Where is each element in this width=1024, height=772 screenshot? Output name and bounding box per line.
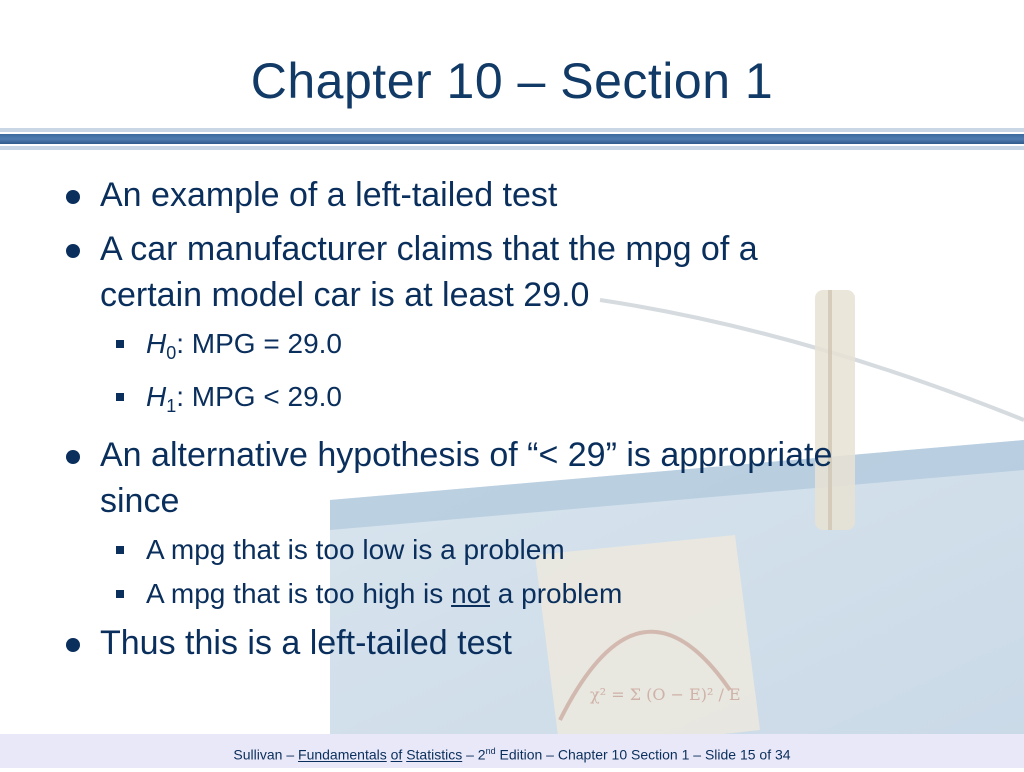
square-bullet-icon xyxy=(116,340,124,348)
slide-footer xyxy=(0,734,1024,768)
sub-bullet-alt-hypothesis xyxy=(62,379,982,424)
bullet-text: An example of a left-tailed test xyxy=(100,176,558,214)
footer-rest: Edition – Chapter 10 Section 1 – Slide 15 of 34 xyxy=(495,746,791,763)
bullet-dot-icon xyxy=(66,450,80,464)
sub-bullet-text-pre: A mpg that is too high is xyxy=(146,578,452,609)
square-bullet-icon xyxy=(116,590,124,598)
h0-subscript: 0 xyxy=(166,343,177,363)
slide-content xyxy=(62,172,982,674)
h1-subscript: 1 xyxy=(166,396,177,416)
bullet-dot-icon xyxy=(66,244,80,258)
footer-edition-pre: – 2 xyxy=(462,746,486,763)
bullet-dot-icon xyxy=(66,638,80,652)
h1-text: : MPG < 29.0 xyxy=(176,381,342,412)
sub-bullet-text-underlined: not xyxy=(451,578,490,609)
bullet-text-line1: A car manufacturer claims that the mpg of a xyxy=(100,230,758,268)
bullet-car-claim xyxy=(62,226,982,318)
bullet-conclusion xyxy=(62,620,982,666)
footer-edition-sup: nd xyxy=(485,746,496,756)
bullet-text-line2: since xyxy=(100,482,180,520)
footer-author: Sullivan – xyxy=(233,746,299,763)
h0-symbol: H xyxy=(146,328,167,359)
h1-symbol: H xyxy=(146,381,167,412)
title-divider xyxy=(0,128,1024,150)
footer-book-of: of xyxy=(390,746,403,763)
square-bullet-icon xyxy=(116,546,124,554)
footer-book-statistics: Statistics xyxy=(406,746,463,763)
bullet-dot-icon xyxy=(66,190,80,204)
bullet-text: Thus this is a left-tailed test xyxy=(100,624,512,662)
sub-bullet-text-post: a problem xyxy=(490,578,623,609)
bullet-alternative-reason xyxy=(62,432,982,524)
bullet-text-line1: An alternative hypothesis of “< 29” is appropriate xyxy=(100,436,833,474)
sub-bullet-text: A mpg that is too low is a problem xyxy=(146,534,565,565)
bullet-text-line2: certain model car is at least 29.0 xyxy=(100,276,590,314)
h0-text: : MPG = 29.0 xyxy=(176,328,342,359)
slide-title: Chapter 10 – Section 1 xyxy=(250,53,774,109)
patch-formula: χ² = Σ (O − E)² / E xyxy=(590,685,741,704)
sub-bullet-too-low xyxy=(62,532,982,568)
bullet-left-tailed-example xyxy=(62,172,982,218)
square-bullet-icon xyxy=(116,393,124,401)
footer-book-fundamentals: Fundamentals xyxy=(298,746,387,763)
sub-bullet-null-hypothesis xyxy=(62,326,982,371)
sub-bullet-too-high xyxy=(62,576,982,612)
